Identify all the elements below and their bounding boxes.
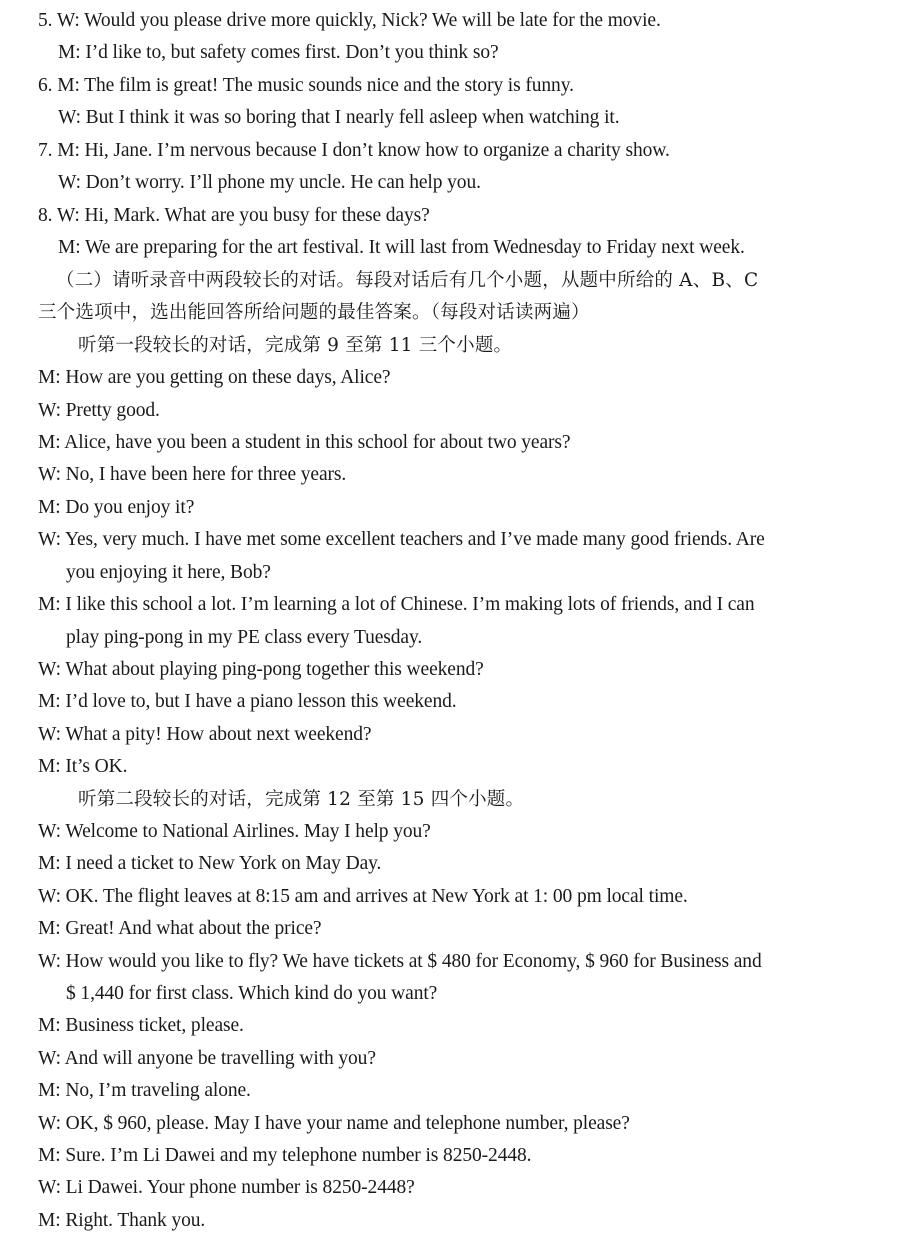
dialogue-line: M: Sure. I’m Li Dawei and my telephone number is 8250-2448. — [38, 1145, 532, 1166]
dialogue-line: W: No, I have been here for three years. — [38, 464, 347, 485]
section-instruction: （二）请听录音中两段较长的对话。每段对话后有几个小题，从题中所给的 A、B、C — [56, 270, 759, 291]
dialogue-line: M: It’s OK. — [38, 756, 128, 777]
dialogue-line: M: Right. Thank you. — [38, 1210, 206, 1231]
dialogue-line: W: What about playing ping-pong together this weekend? — [38, 659, 484, 680]
dialogue-line: W: Pretty good. — [38, 400, 160, 421]
dialogue-line: W: And will anyone be travelling with you? — [38, 1048, 376, 1069]
dialogue-line: W: OK, $ 960, please. May I have your name and telephone number, please? — [38, 1113, 630, 1134]
section-instruction-cont: 三个选项中，选出能回答所给问题的最佳答案。（每段对话读两遍） — [38, 302, 590, 323]
dialogue-line-cont: $ 1,440 for first class. Which kind do you want? — [66, 983, 438, 1004]
dialogue-line: M: Do you enjoy it? — [38, 497, 195, 518]
dialogue-line: M: I need a ticket to New York on May Day. — [38, 853, 382, 874]
dialogue-1-heading: 听第一段较长的对话，完成第 9 至第 11 三个小题。 — [78, 335, 513, 356]
dialogue-line-cont: you enjoying it here, Bob? — [66, 562, 271, 583]
dialogue-line-6-m: 6. M: The film is great! The music sounds nice and the story is funny. — [38, 75, 574, 96]
dialogue-line-5-w: 5. W: Would you please drive more quickly, Nick? We will be late for the movie. — [38, 10, 661, 31]
dialogue-line: M: Business ticket, please. — [38, 1015, 244, 1036]
dialogue-2-heading: 听第二段较长的对话，完成第 12 至第 15 四个小题。 — [78, 789, 525, 810]
dialogue-line-8-w: 8. W: Hi, Mark. What are you busy for these days? — [38, 205, 430, 226]
dialogue-line: W: Li Dawei. Your phone number is 8250-2448? — [38, 1177, 415, 1198]
dialogue-line: M: How are you getting on these days, Alice? — [38, 367, 391, 388]
dialogue-line: M: No, I’m traveling alone. — [38, 1080, 251, 1101]
dialogue-line-8-m: M: We are preparing for the art festival. It will last from Wednesday to Friday next week. — [58, 237, 745, 258]
dialogue-line-6-w: W: But I think it was so boring that I nearly fell asleep when watching it. — [58, 107, 620, 128]
dialogue-line-cont: play ping-pong in my PE class every Tuesday. — [66, 627, 423, 648]
dialogue-line: M: Alice, have you been a student in this school for about two years? — [38, 432, 571, 453]
dialogue-line-5-m: M: I’d like to, but safety comes first. Don’t you think so? — [58, 42, 499, 63]
dialogue-line: M: I like this school a lot. I’m learning a lot of Chinese. I’m making lots of friends, and I can — [38, 594, 755, 615]
dialogue-line: W: OK. The flight leaves at 8:15 am and arrives at New York at 1: 00 pm local time. — [38, 886, 688, 907]
dialogue-line-7-m: 7. M: Hi, Jane. I’m nervous because I don’t know how to organize a charity show. — [38, 140, 670, 161]
dialogue-line: M: Great! And what about the price? — [38, 918, 322, 939]
dialogue-line: W: Welcome to National Airlines. May I help you? — [38, 821, 431, 842]
dialogue-line: W: Yes, very much. I have met some excellent teachers and I’ve made many good friends. Are — [38, 529, 765, 550]
dialogue-line: M: I’d love to, but I have a piano lesson this weekend. — [38, 691, 457, 712]
dialogue-line: W: How would you like to fly? We have tickets at $ 480 for Economy, $ 960 for Business and — [38, 951, 762, 972]
dialogue-line: W: What a pity! How about next weekend? — [38, 724, 372, 745]
dialogue-line-7-w: W: Don’t worry. I’ll phone my uncle. He can help you. — [58, 172, 481, 193]
